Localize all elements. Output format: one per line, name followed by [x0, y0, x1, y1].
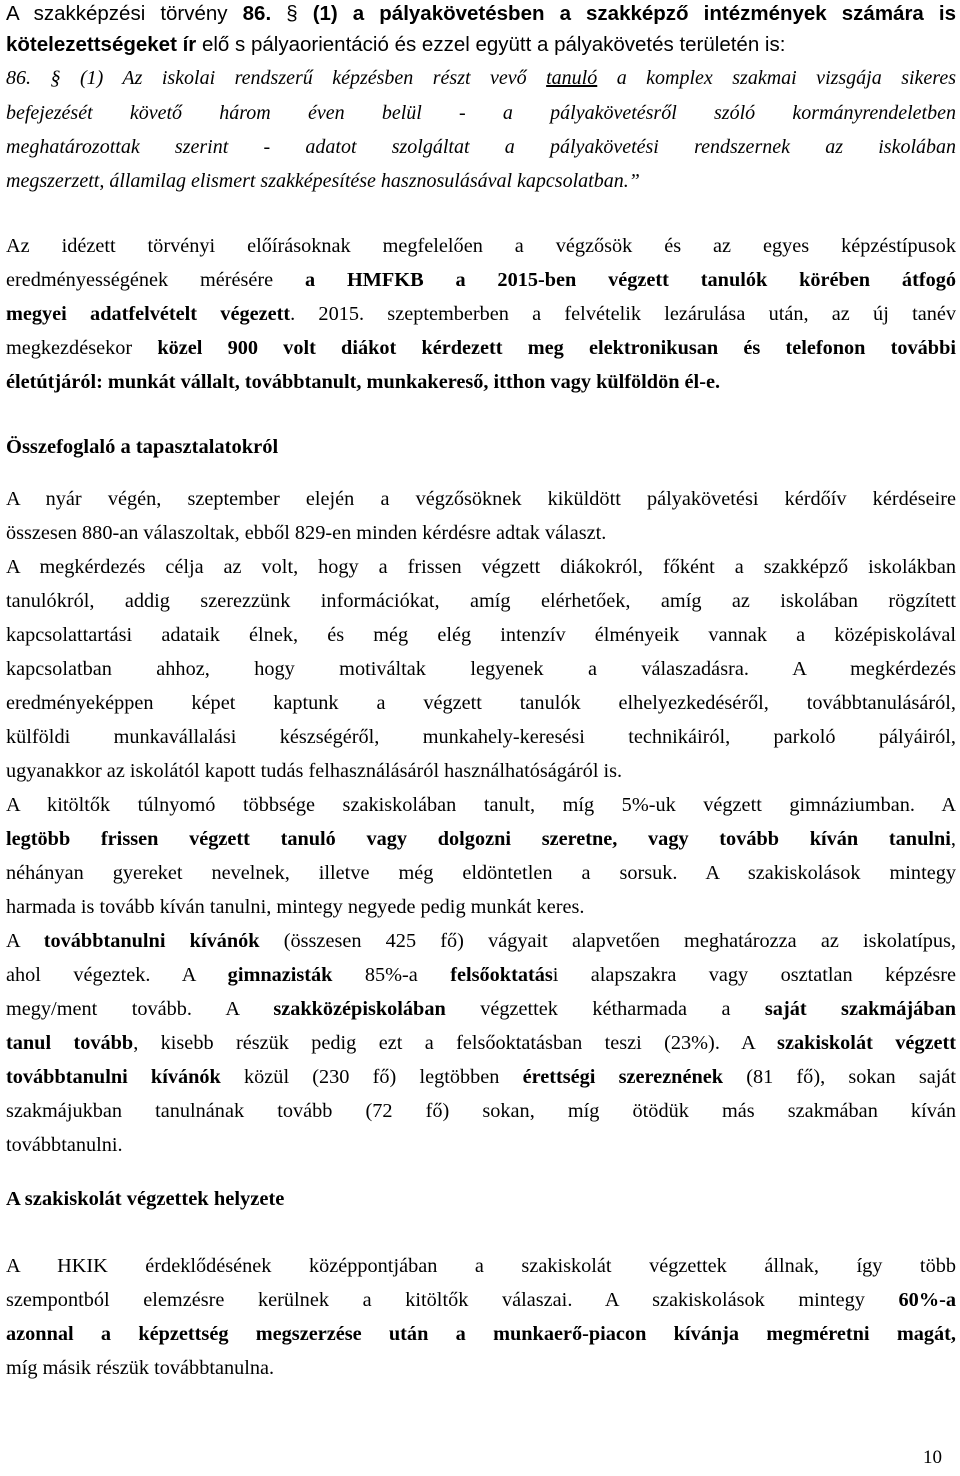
summary-line-8: külföldi munkavállalási készségéről, munkahely-keresési technikáiról, parkoló pályáiról,: [6, 726, 956, 748]
summary-line-19: szakmájukban tanulnának tovább (72 fő) sokan, míg ötödük más szakmában kíván: [6, 1100, 956, 1122]
bold-run: érettségi szereznének: [522, 1066, 724, 1088]
law-quote-line-3: meghatározottak szerint - adatot szolgáltat a pályakövetési rendszernek az iskolában: [6, 136, 956, 158]
bold-run: kötelezettségeket ír: [6, 33, 197, 56]
section-sign: §: [50, 67, 80, 89]
summary-line-3: A megkérdezés célja az volt, hogy a frissen végzett diákokról, főként a szakképző iskolákban: [6, 556, 956, 578]
summary-line-17: [6, 1032, 956, 1055]
text-run: A: [6, 930, 44, 952]
bold-run: 86.: [242, 2, 287, 25]
summary-line-1: A nyár végén, szeptember elején a végzősöknek kiküldött pályakövetési kérdőív kérdéseire: [6, 488, 956, 510]
text-run: eredményességének mérésére: [6, 269, 306, 291]
bold-run: a HMFKB a 2015-ben végzett tanulók körében átfogó: [305, 269, 956, 291]
law-quote-line-2: befejezését követő három éven belül - a pályakövetésről szóló kormányrendeletben: [6, 102, 956, 124]
situation-line-2: [6, 1289, 956, 1312]
text-run: (1) Az iskolai rendszerű képzésben részt vevő: [79, 67, 547, 89]
text-run: közül (230 fő) legtöbben: [220, 1066, 523, 1088]
bold-run: szakiskolát végzett: [777, 1032, 957, 1054]
bold-run: megyei adatfelvételt végezett: [6, 303, 291, 325]
summary-line-12: néhányan gyereket nevelnek, illetve még eldöntetlen a sorsuk. A szakiskolások mintegy: [6, 862, 956, 884]
summary-line-11: [6, 828, 956, 851]
bold-run: szakközépiskolában: [273, 998, 446, 1020]
text-run: i alapszakra vagy osztatlan képzésre: [552, 964, 957, 986]
text-run: szempontból elemzésre kerülnek a kitöltők válaszai. A szakiskolások mintegy: [6, 1289, 899, 1311]
summary-line-16: [6, 998, 956, 1021]
text-run: (81 fő), sokan saját: [723, 1066, 956, 1088]
section-heading-situation: A szakiskolát végzettek helyzete: [6, 1188, 285, 1210]
bold-run: saját szakmájában: [764, 998, 956, 1020]
summary-line-4: tanulókról, addig szerezzünk információkat, amíg elérhetőek, amíg az iskolában rögzített: [6, 590, 956, 612]
text-run: , kisebb részük pedig ezt a felsőoktatásban teszi (23%). A: [133, 1032, 778, 1054]
situation-line-3: [6, 1323, 956, 1346]
law-line-2: [6, 33, 956, 57]
bold-run: tanul tovább: [6, 1032, 134, 1054]
summary-line-2: összesen 880-an válaszoltak, ebből 829-en minden kérdésre adtak választ.: [6, 522, 607, 544]
bold-run: azonnal a képzettség megszerzése után a munkaerő-piacon kívánja megméretni magát,: [6, 1323, 956, 1345]
text-run: megkezdésekor: [6, 337, 158, 359]
law-line-1: [6, 2, 956, 26]
summary-line-20: továbbtanulni.: [6, 1134, 123, 1156]
text-run: 85%-a: [332, 964, 451, 986]
law-quote-line-1: [6, 67, 956, 90]
text-run: ahol végeztek. A: [6, 964, 228, 986]
situation-line-4: míg másik részük továbbtanulna.: [6, 1357, 275, 1379]
summary-line-5: kapcsolattartási adataik élnek, és még elég intenzív élményeik vannak a középiskolával: [6, 624, 956, 646]
law-quote-line-4: megszerzett, államilag elismert szakképesítése hasznosulásával kapcsolatban.”: [6, 170, 640, 192]
summary-line-7: eredményeképpen képet kaptunk a végzett tanulók elhelyezkedéséről, továbbtanulásáról,: [6, 692, 956, 714]
bold-run: továbbtanulni kívánók: [6, 1066, 221, 1088]
summary-line-18: [6, 1066, 956, 1089]
summary-line-13: harmada is tovább kíván tanulni, mintegy negyede pedig munkát keres.: [6, 896, 585, 918]
intro-line-2: [6, 269, 956, 292]
text-run: a komplex szakmai vizsgája sikeres: [597, 67, 957, 89]
summary-line-15: [6, 964, 956, 987]
text-run: elő s pályaorientáció és ezzel együtt a pályakövetés területén is:: [196, 33, 786, 56]
text-run: megy/ment tovább. A: [6, 998, 274, 1020]
bold-run: (1) a pályakövetésben a szakképző intézmények számára is: [312, 2, 956, 25]
intro-line-3: [6, 303, 956, 326]
text-run: . 2015. szeptemberben a felvételik lezárulása után, az új tanév: [290, 303, 956, 325]
section-sign: §: [286, 2, 313, 25]
summary-line-14: [6, 930, 956, 953]
text-run: ,: [950, 828, 956, 850]
bold-run: legtöbb frissen végzett tanuló vagy dolgozni szeretne, vagy tovább kíván tanulni: [6, 828, 951, 850]
intro-line-1: Az idézett törvényi előírásoknak megfelelően a végzősök és az egyes képzéstípusok: [6, 235, 956, 257]
summary-line-10: A kitöltők túlnyomó többsége szakiskolában tanult, míg 5%-uk végzett gimnáziumban. A: [6, 794, 956, 816]
text-run: A szakképzési törvény: [6, 2, 243, 25]
bold-run: életútjáról: munkát vállalt, továbbtanult, munkakereső, itthon vagy külföldön él-e.: [6, 371, 721, 393]
summary-line-9: ugyanakkor az iskolától kapott tudás felhasználásáról használhatóságáról is.: [6, 760, 623, 782]
underlined-run: tanuló: [546, 67, 598, 89]
page-number: 10: [923, 1447, 942, 1468]
situation-line-1: A HKIK érdeklődésének középpontjában a szakiskolát végzettek állnak, így több: [6, 1255, 956, 1277]
bold-run: 60%-a: [898, 1289, 956, 1311]
text-run: (összesen 425 fő) vágyait alapvetően meghatározza az iskolatípus,: [259, 930, 956, 952]
text-run: végzettek kétharmada a: [445, 998, 765, 1020]
bold-run: gimnazisták: [227, 964, 333, 986]
bold-run: közel 900 volt diákot kérdezett meg elektronikusan és telefonon további: [157, 337, 956, 359]
section-heading-summary: Összefoglaló a tapasztalatokról: [6, 436, 279, 458]
intro-line-4: [6, 337, 956, 360]
bold-run: felsőoktatás: [450, 964, 553, 986]
text-run: 86.: [6, 67, 51, 89]
summary-line-6: kapcsolatban ahhoz, hogy motiváltak legyenek a válaszadásra. A megkérdezés: [6, 658, 956, 680]
bold-run: továbbtanulni kívánók: [43, 930, 260, 952]
intro-line-5: [6, 371, 956, 394]
